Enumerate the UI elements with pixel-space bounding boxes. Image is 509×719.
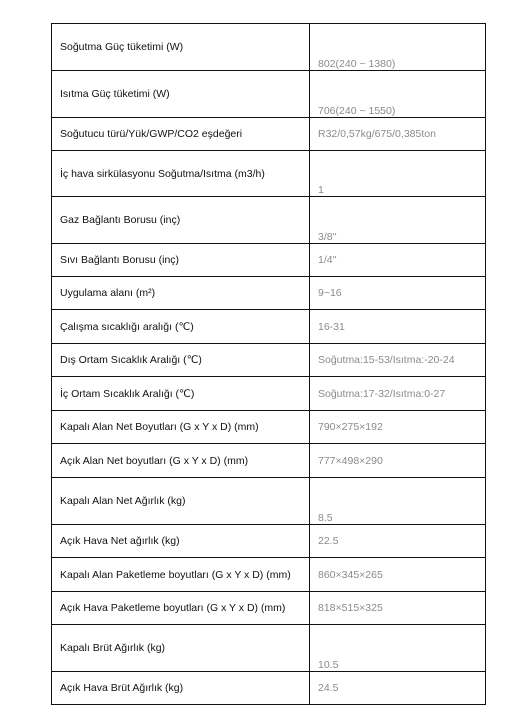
- table-row: [52, 24, 486, 71]
- table-row: [52, 277, 486, 310]
- table-row: [52, 478, 486, 525]
- table-row: [52, 377, 486, 411]
- table-row: [52, 625, 486, 672]
- spec-label: Soğutucu türü/Yük/GWP/CO2 eşdeğeri: [52, 118, 310, 151]
- spec-value: 10.5: [310, 625, 486, 672]
- table-row: [52, 592, 486, 625]
- table-row: [52, 411, 486, 444]
- table-row: [52, 118, 486, 151]
- spec-label: Açık Alan Net boyutları (G x Y x D) (mm): [52, 444, 310, 478]
- spec-label: Açık Hava Net ağırlık (kg): [52, 525, 310, 558]
- spec-label: Kapalı Alan Paketleme boyutları (G x Y x D) (mm): [52, 558, 310, 592]
- spec-value: 802(240 ~ 1380): [310, 24, 486, 71]
- spec-label: Çalışma sıcaklığı aralığı (℃): [52, 310, 310, 344]
- spec-value: 818×515×325: [310, 592, 486, 625]
- spec-label: Soğutma Güç tüketimi (W): [52, 24, 310, 71]
- spec-value: 1: [310, 151, 486, 197]
- spec-value: 706(240 ~ 1550): [310, 71, 486, 118]
- table-row: [52, 558, 486, 592]
- spec-label: Açık Hava Brüt Ağırlık (kg): [52, 672, 310, 705]
- spec-table: [51, 23, 486, 705]
- spec-label: Kapalı Alan Net Ağırlık (kg): [52, 478, 310, 525]
- table-row: [52, 344, 486, 377]
- spec-label: Isıtma Güç tüketimi (W): [52, 71, 310, 118]
- table-row: [52, 71, 486, 118]
- table-row: [52, 525, 486, 558]
- spec-label: Kapalı Alan Net Boyutları (G x Y x D) (mm): [52, 411, 310, 444]
- spec-value: 1/4'': [310, 244, 486, 277]
- table-row: [52, 244, 486, 277]
- spec-value: 24.5: [310, 672, 486, 705]
- spec-label: İç hava sirkülasyonu Soğutma/Isıtma (m3/h): [52, 151, 310, 197]
- spec-value: 8.5: [310, 478, 486, 525]
- spec-value: 16-31: [310, 310, 486, 344]
- spec-label: İç Ortam Sıcaklık Aralığı (℃): [52, 377, 310, 411]
- spec-value: 3/8'': [310, 197, 486, 244]
- spec-value: R32/0,57kg/675/0,385ton: [310, 118, 486, 151]
- spec-value: Soğutma:17-32/Isıtma:0-27: [310, 377, 486, 411]
- table-row: [52, 197, 486, 244]
- spec-value: 790×275×192: [310, 411, 486, 444]
- table-row: [52, 310, 486, 344]
- spec-value: 860×345×265: [310, 558, 486, 592]
- spec-label: Uygulama alanı (m²): [52, 277, 310, 310]
- spec-value: 777×498×290: [310, 444, 486, 478]
- spec-label: Gaz Bağlantı Borusu (inç): [52, 197, 310, 244]
- table-row: [52, 672, 486, 705]
- spec-label: Açık Hava Paketleme boyutları (G x Y x D) (mm): [52, 592, 310, 625]
- spec-label: Kapalı Brüt Ağırlık (kg): [52, 625, 310, 672]
- spec-label: Dış Ortam Sıcaklık Aralığı (℃): [52, 344, 310, 377]
- spec-label: Sıvı Bağlantı Borusu (inç): [52, 244, 310, 277]
- spec-value: Soğutma:15-53/Isıtma:-20-24: [310, 344, 486, 377]
- table-row: [52, 151, 486, 197]
- spec-value: 22.5: [310, 525, 486, 558]
- table-row: [52, 444, 486, 478]
- spec-value: 9~16: [310, 277, 486, 310]
